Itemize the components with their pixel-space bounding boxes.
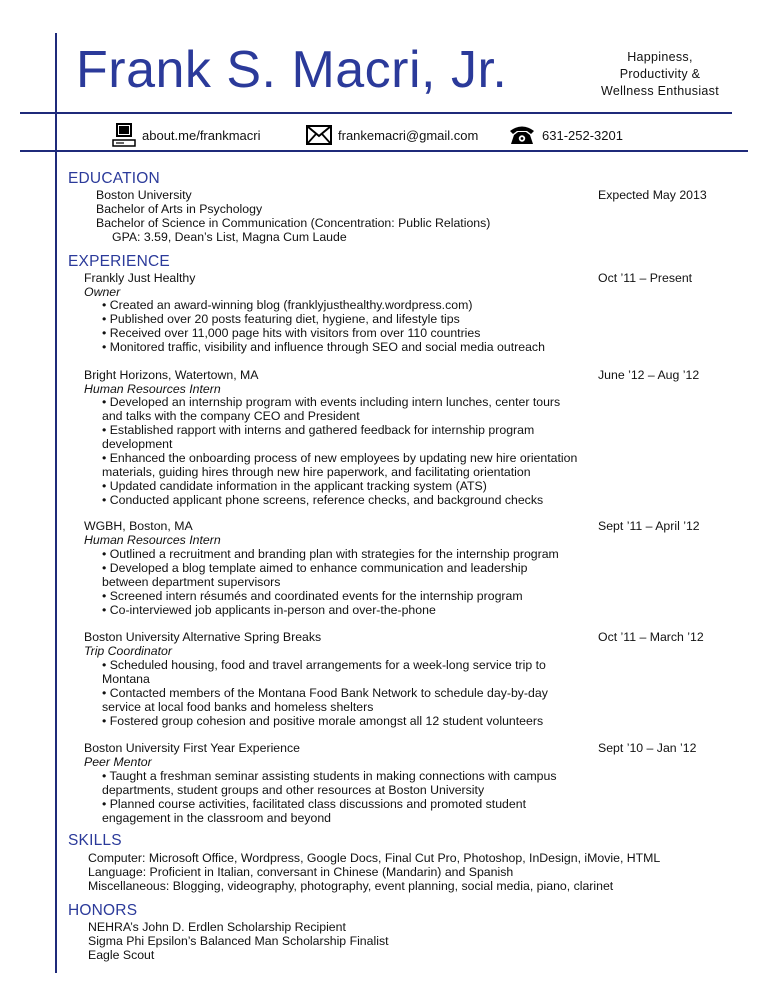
section-heading-education: EDUCATION	[68, 170, 160, 187]
job-bullet: • Contacted members of the Montana Food Bank Network to schedule day-by-day	[102, 686, 548, 700]
honors-line: NEHRA’s John D. Erdlen Scholarship Recipient	[88, 920, 346, 934]
edu-date: Expected May 2013	[598, 188, 707, 202]
job-bullet: • Taught a freshman seminar assisting students in making connections with campus	[102, 769, 557, 783]
job-bullet: • Developed a blog template aimed to enhance communication and leadership	[102, 561, 528, 575]
job-org: WGBH, Boston, MA	[84, 519, 193, 533]
job-bullet: • Published over 20 posts featuring diet, hygiene, and lifestyle tips	[102, 312, 460, 326]
skills-line: Miscellaneous: Blogging, videography, photography, event planning, social media, piano, clarinet	[88, 879, 614, 893]
job-bullet: • Established rapport with interns and gathered feedback for internship program	[102, 423, 535, 437]
header-rule-top	[20, 112, 732, 114]
section-heading-skills: SKILLS	[68, 832, 122, 849]
job-bullet: development	[102, 437, 173, 451]
job-bullet: • Updated candidate information in the applicant tracking system (ATS)	[102, 479, 487, 493]
edu-gpa: GPA: 3.59, Dean’s List, Magna Cum Laude	[112, 230, 347, 244]
contact-email[interactable]	[306, 120, 478, 150]
job-bullet: • Conducted applicant phone screens, reference checks, and background checks	[102, 493, 544, 507]
job-role: Trip Coordinator	[84, 644, 172, 658]
job-bullet: • Received over 11,000 page hits with visitors from over 110 countries	[102, 326, 481, 340]
computer-icon	[112, 122, 136, 148]
job-bullet: • Fostered group cohesion and positive morale amongst all 12 student volunteers	[102, 714, 544, 728]
job-org: Boston University Alternative Spring Breaks	[84, 630, 322, 644]
job-bullet: and talks with the company CEO and President	[102, 409, 360, 423]
job-bullet: • Planned course activities, facilitated class discussions and promoted student	[102, 797, 526, 811]
job-role: Human Resources Intern	[84, 533, 221, 547]
job-role: Human Resources Intern	[84, 382, 221, 396]
header-rule-bottom	[20, 150, 748, 152]
resume-name: Frank S. Macri, Jr.	[76, 41, 508, 99]
tagline-line: Happiness,	[627, 50, 693, 64]
envelope-icon	[306, 125, 332, 145]
section-heading-experience: EXPERIENCE	[68, 253, 170, 270]
phone-text[interactable]: 631-252-3201	[542, 127, 623, 143]
skills-line: Language: Proficient in Italian, conversant in Chinese (Mandarin) and Spanish	[88, 865, 514, 879]
job-bullet: • Outlined a recruitment and branding plan with strategies for the internship program	[102, 547, 559, 561]
job-bullet: • Scheduled housing, food and travel arrangements for a week-long service trip to	[102, 658, 546, 672]
job-bullet: • Screened intern résumés and coordinated events for the internship program	[102, 589, 523, 603]
section-heading-honors: HONORS	[68, 902, 138, 919]
website-text[interactable]: about.me/frankmacri	[142, 127, 261, 143]
job-bullet: service at local food banks and homeless shelters	[102, 700, 374, 714]
job-org: Bright Horizons, Watertown, MA	[84, 368, 259, 382]
job-date: June ’12 – Aug ’12	[598, 368, 700, 382]
job-date: Sept ’10 – Jan ’12	[598, 741, 697, 755]
job-bullet: • Created an award-winning blog (franklyjusthealthy.wordpress.com)	[102, 298, 473, 312]
job-org: Frankly Just Healthy	[84, 271, 196, 285]
tagline	[590, 49, 730, 100]
honors-line: Eagle Scout	[88, 948, 155, 962]
telephone-icon	[508, 124, 536, 146]
job-bullet: between department supervisors	[102, 575, 281, 589]
contact-phone[interactable]	[508, 120, 623, 150]
tagline-line: Wellness Enthusiast	[600, 84, 720, 98]
job-bullet: materials, guiding hires through new hire paperwork, and facilitating orientation	[102, 465, 531, 479]
edu-degree: Bachelor of Arts in Psychology	[96, 202, 263, 216]
email-text[interactable]: frankemacri@gmail.com	[338, 127, 479, 143]
job-date: Oct ’11 – Present	[598, 271, 693, 285]
job-bullet: engagement in the classroom and beyond	[102, 811, 332, 825]
vertical-rule	[55, 33, 57, 973]
job-bullet: • Co-interviewed job applicants in-person and over-the-phone	[102, 603, 436, 617]
skills-line: Computer: Microsoft Office, Wordpress, Google Docs, Final Cut Pro, Photoshop, InDesign, iMovie, HTML	[88, 851, 661, 865]
job-org: Boston University First Year Experience	[84, 741, 300, 755]
job-date: Oct ’11 – March ’12	[598, 630, 704, 644]
edu-school: Boston University	[96, 188, 192, 202]
edu-degree: Bachelor of Science in Communication (Concentration: Public Relations)	[96, 216, 491, 230]
job-bullet: • Enhanced the onboarding process of new employees by updating new hire orientation	[102, 451, 578, 465]
job-role: Owner	[84, 285, 121, 299]
honors-line: Sigma Phi Epsilon’s Balanced Man Scholarship Finalist	[88, 934, 389, 948]
job-date: Sept ’11 – April ’12	[598, 519, 700, 533]
job-bullet: • Monitored traffic, visibility and influence through SEO and social media outreach	[102, 340, 545, 354]
job-bullet: departments, student groups and other resources at Boston University	[102, 783, 485, 797]
job-bullet: Montana	[102, 672, 150, 686]
job-role: Peer Mentor	[84, 755, 152, 769]
tagline-line: Productivity &	[619, 67, 701, 81]
contact-website[interactable]	[112, 120, 261, 150]
job-bullet: • Developed an internship program with events including intern lunches, center tours	[102, 395, 561, 409]
